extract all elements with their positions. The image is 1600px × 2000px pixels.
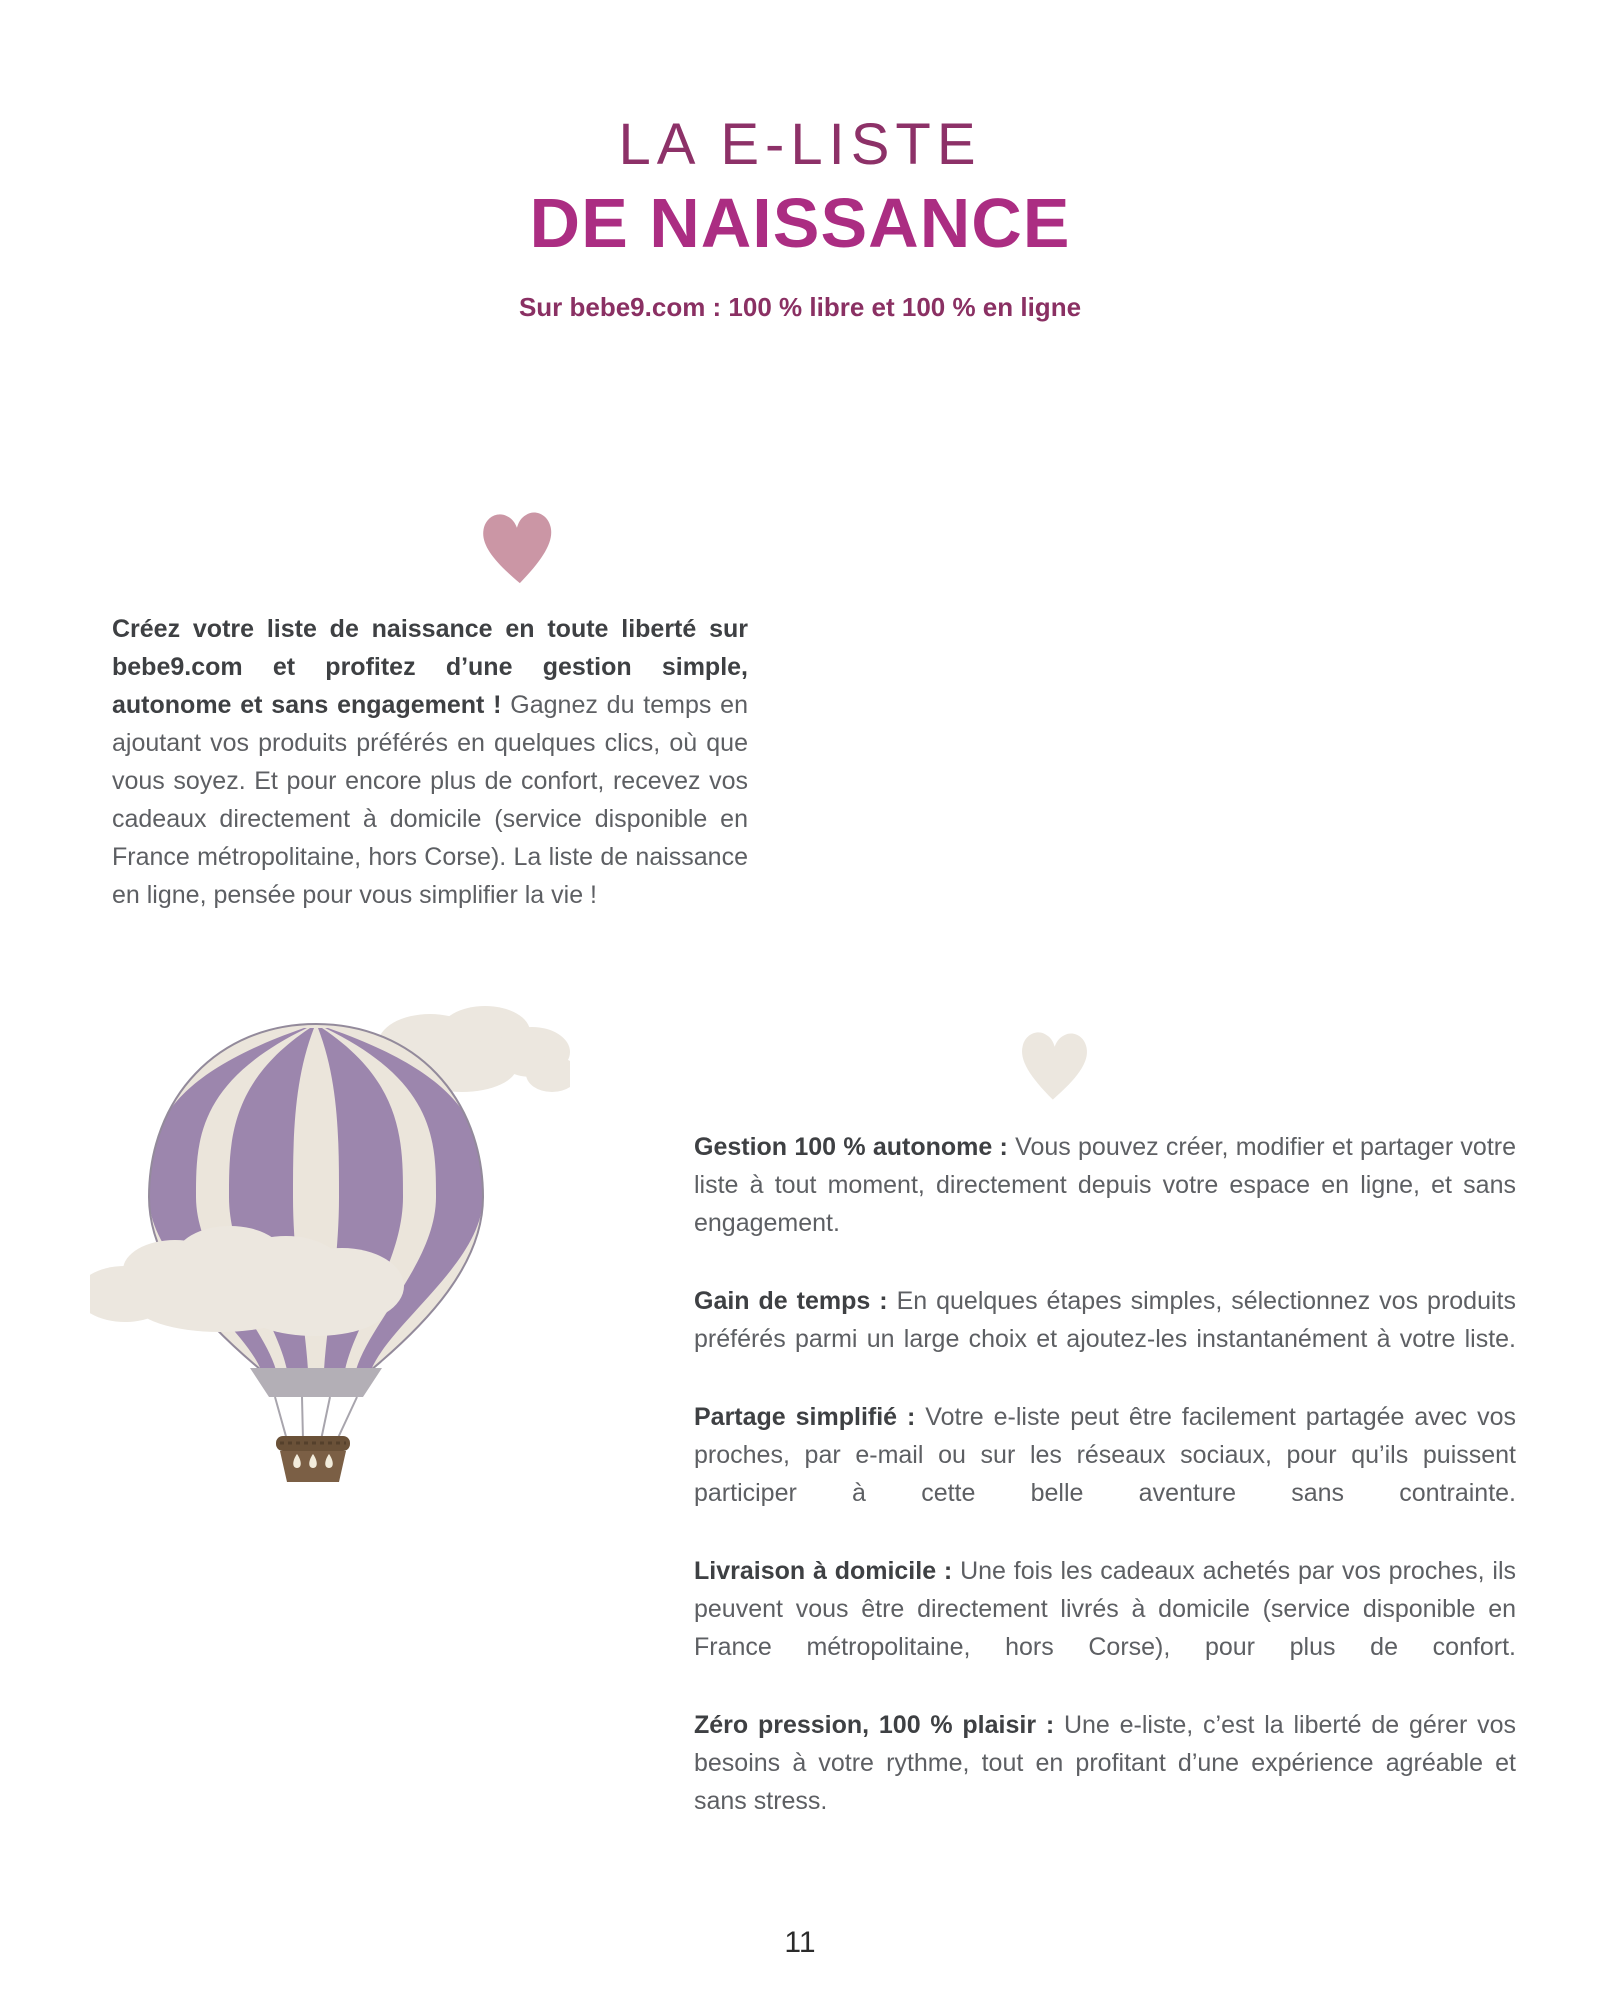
page-number: 11 — [784, 1926, 816, 1959]
feature-text: Une fois les cadeaux achetés par vos proches, ils peuvent vous être directement livrés à domicile (service disponible en France métropolitaine, hors Corse), pour plus de confort. — [694, 1557, 1516, 1661]
feature-label: Partage simplifié : — [694, 1403, 916, 1431]
feature-text: Une e-liste, c’est la liberté de gérer vos besoins à votre rythme, tout en profitant d’une expérience agréable et sans stress. — [694, 1711, 1516, 1815]
heart-icon — [472, 500, 565, 596]
feature-paragraph — [694, 1282, 1516, 1358]
feature-paragraph — [694, 1398, 1516, 1512]
feature-text: Vous pouvez créer, modifier et partager votre liste à tout moment, directement depuis votre espace en ligne, et sans engagement. — [694, 1133, 1516, 1237]
features-list — [694, 1128, 1516, 1860]
feature-text: En quelques étapes simples, sélectionnez vos produits préférés parmi un large choix et ajoutez-les instantanément à votre liste. — [694, 1287, 1516, 1353]
feature-paragraph — [694, 1706, 1516, 1820]
intro-lead-text: Créez votre liste de naissance en toute liberté sur bebe9.com et profitez d’une gestion simple, autonome et sans engagement ! — [112, 615, 748, 719]
feature-label: Gain de temps : — [694, 1287, 888, 1315]
feature-text: Votre e-liste peut être facilement partagée avec vos proches, par e-mail ou sur les réseaux sociaux, pour qu’ils puissent participer à cette belle aventure sans contrainte. — [694, 1403, 1517, 1507]
page-title-line1: LA E-LISTE — [618, 112, 982, 177]
feature-paragraph — [694, 1552, 1516, 1666]
page-subtitle: Sur bebe9.com : 100 % libre et 100 % en ligne — [518, 291, 1082, 322]
intro-body-text: Gagnez du temps en ajoutant vos produits préférés en quelques clics, où que vous soyez. Et pour encore plus de confort, recevez vos cadeaux directement à domicile (service disponible en France métropolitaine, hors Corse). La liste de naissance en ligne, pensée pour vous simplifier la vie ! — [112, 691, 748, 909]
intro-paragraph — [112, 610, 748, 914]
heart-icon — [1010, 1019, 1097, 1114]
page-title-line2: DE NAISSANCE — [529, 183, 1071, 262]
feature-label: Zéro pression, 100 % plaisir : — [694, 1711, 1055, 1739]
feature-paragraph — [694, 1128, 1516, 1242]
hot-air-balloon-illustration — [90, 1002, 570, 1487]
page-header — [0, 112, 1600, 323]
feature-label: Gestion 100 % autonome : — [694, 1133, 1008, 1161]
feature-label: Livraison à domicile : — [694, 1557, 953, 1585]
